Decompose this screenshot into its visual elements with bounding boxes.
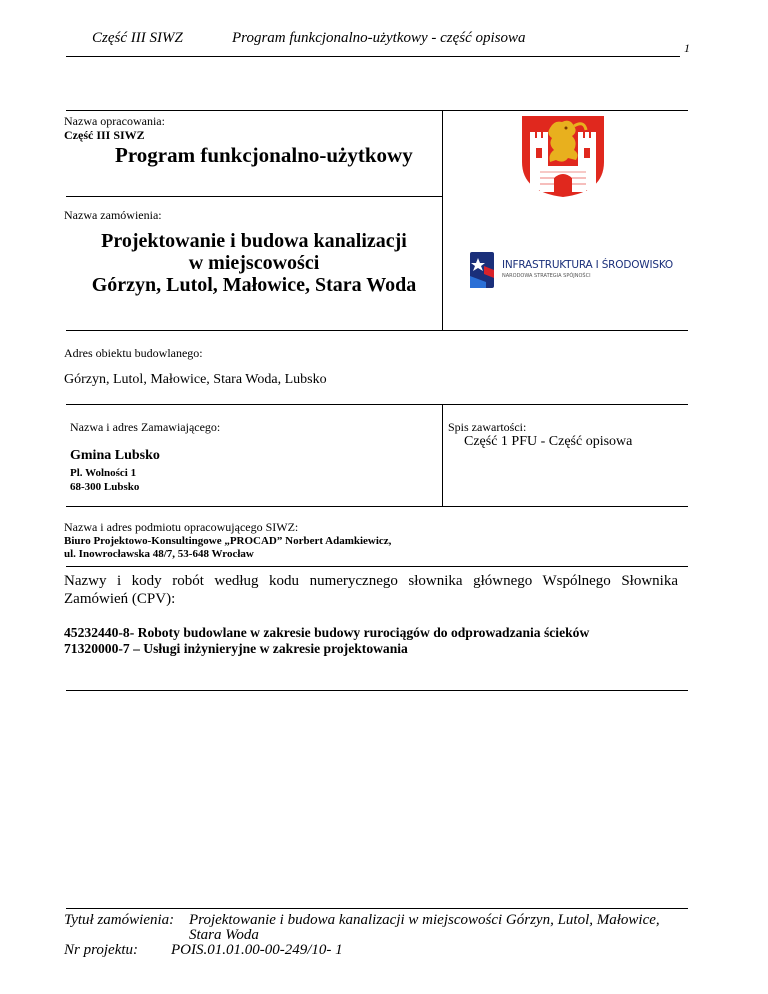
cpv-line1: 45232440-8- Roboty budowlane w zakresie budowy rurociągów do odprowadzania ścieków — [64, 625, 590, 640]
address-label: Adres obiektu budowlanego: — [64, 346, 203, 360]
client-name: Gmina Lubsko — [70, 448, 160, 463]
contents-value: Część 1 PFU - Część opisowa — [464, 434, 633, 449]
rule-cpv — [66, 690, 688, 691]
header-left: Część III SIWZ — [92, 30, 183, 46]
section2-title-line3: Górzyn, Lutol, Małowice, Stara Woda — [91, 274, 417, 296]
client-label: Nazwa i adres Zamawiającego: — [70, 420, 221, 434]
rule-top — [66, 110, 688, 111]
section1-label: Nazwa opracowania: — [64, 114, 165, 128]
footer-project-value: POIS.01.01.00-00-249/10- 1 — [171, 942, 343, 958]
footer-title-value: Projektowanie i budowa kanalizacji w miejscowości Górzyn, Lutol, Małowice, — [189, 912, 660, 928]
header-rule — [66, 56, 680, 57]
contents-label: Spis zawartości: — [448, 420, 527, 434]
rule-client — [66, 506, 688, 507]
contractor-address: ul. Inowrocławska 48/7, 53-648 Wrocław — [64, 548, 254, 560]
footer-project-label: Nr projektu: — [64, 942, 139, 958]
footer-title-value2: Stara Woda — [189, 927, 259, 943]
cpv-line2: 71320000-7 – Usługi inżynieryjne w zakresie projektowania — [64, 641, 408, 656]
client-street: Pl. Wolności 1 — [70, 467, 137, 479]
section1-title: Program funkcjonalno-użytkowy — [115, 143, 413, 167]
divider-lower — [442, 404, 443, 506]
logo-brand: INFRASTRUKTURA I ŚRODOWISKO — [502, 259, 673, 271]
client-city: 68-300 Lubsko — [70, 481, 140, 493]
infrastruktura-logo — [464, 248, 684, 292]
contractor-label: Nazwa i adres podmiotu opracowującego SIWZ: — [64, 520, 299, 534]
section2-label: Nazwa zamówienia: — [64, 208, 162, 222]
divider-upper — [442, 110, 443, 330]
logo-tagline: NARODOWA STRATEGIA SPÓJNOŚCI — [502, 273, 591, 279]
rule-sec1 — [66, 196, 442, 197]
address-value: Górzyn, Lutol, Małowice, Stara Woda, Lubsko — [64, 372, 327, 387]
contractor-name: Biuro Projektowo-Konsultingowe „PROCAD” Norbert Adamkiewicz, — [64, 535, 392, 547]
eu-star-icon — [464, 248, 500, 292]
coat-of-arms-icon — [520, 114, 606, 198]
section2-title-line1: Projektowanie i budowa kanalizacji — [101, 230, 407, 252]
cpv-intro: Nazwy i kody robót według kodu numerycznego słownika głównego Wspólnego Słownika Zamówień (CPV): — [64, 573, 678, 607]
page-number: 1 — [684, 41, 690, 55]
header-center: Program funkcjonalno-użytkowy - część opisowa — [232, 30, 526, 46]
section2-title-line2: w miejscowości — [188, 252, 320, 274]
section1-subtitle: Część III SIWZ — [64, 128, 145, 142]
rule-address — [66, 404, 688, 405]
rule-contractor — [66, 566, 688, 567]
rule-sec2 — [66, 330, 688, 331]
footer-title-label: Tytuł zamówienia: — [64, 912, 175, 928]
footer-rule — [66, 908, 688, 909]
